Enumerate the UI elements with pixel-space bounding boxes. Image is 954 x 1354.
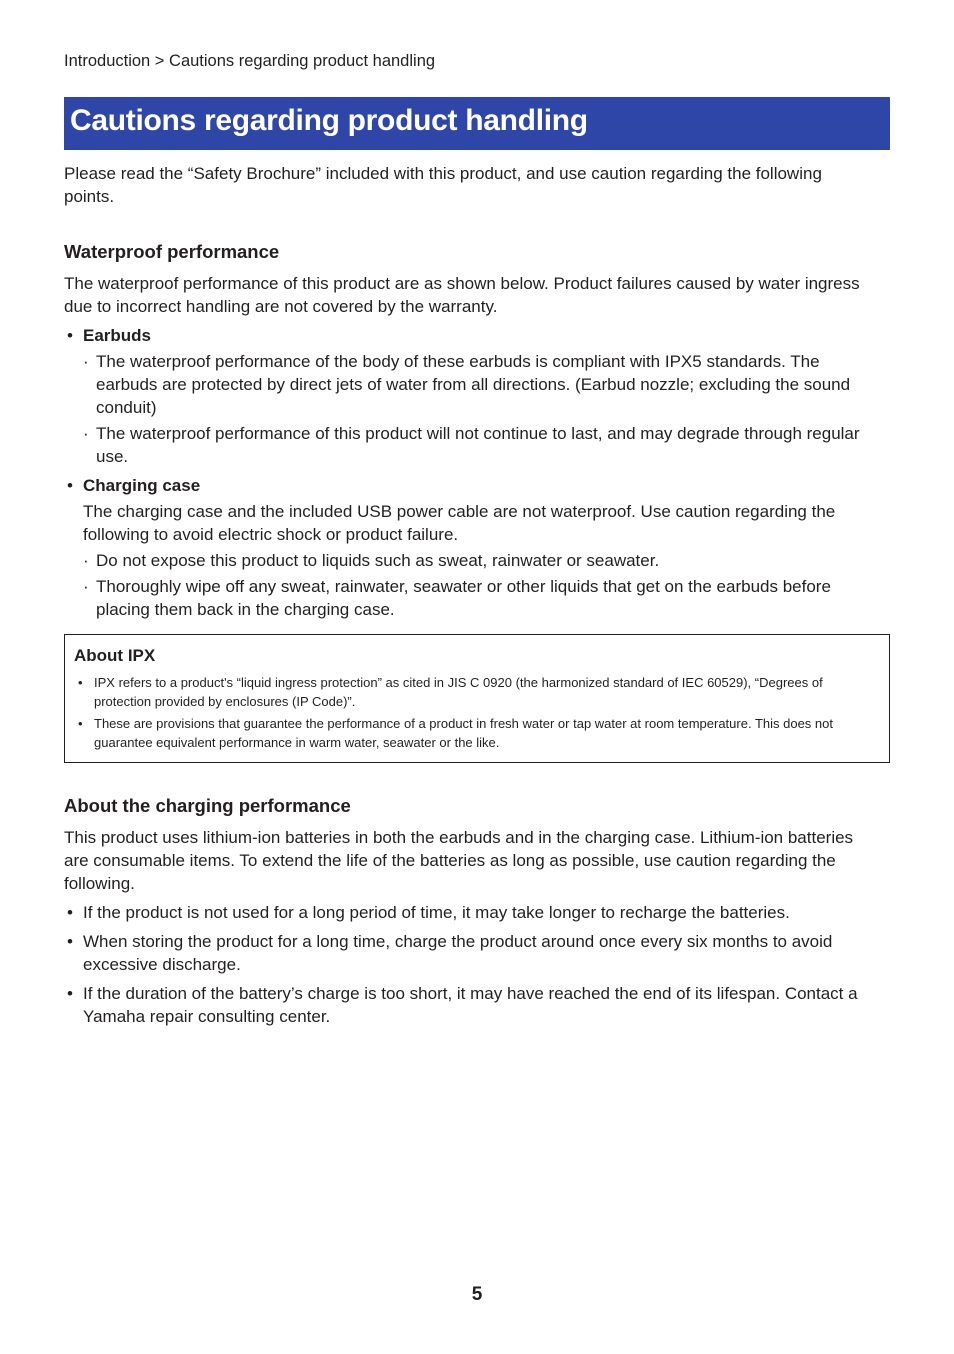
ipx-heading: About IPX	[74, 646, 156, 665]
charging-case-label: Charging case	[83, 476, 201, 495]
earbuds-sub-item	[83, 422, 883, 468]
charging-case-sub-item	[83, 549, 873, 572]
charging-case-sub-item	[83, 575, 863, 621]
breadcrumb[interactable]: Introduction > Cautions regarding product handling	[64, 52, 436, 70]
bullet: •	[67, 903, 73, 922]
ipx-list-item	[78, 674, 878, 711]
ipx-item-text: These are provisions that guarantee the performance of a product in fresh water or tap water at room temperature. This does not guarantee equivalent performance in warm water, seawater or the like.	[94, 716, 833, 750]
charging-heading: About the charging performance	[64, 795, 351, 816]
page-number: 5	[471, 1284, 483, 1305]
charging-paragraph: This product uses lithium-ion batteries in both the earbuds and in the charging case. Lithium-ion batteries are consumable items. To extend the life of the batteries as long as possible, use caution regarding the following.	[64, 828, 854, 893]
charging-case-sub-text: Do not expose this product to liquids such as sweat, rainwater or seawater.	[96, 551, 660, 570]
ipx-list-item	[78, 715, 878, 752]
earbuds-sub-item	[83, 350, 873, 419]
bullet: ·	[83, 551, 89, 570]
title-bar	[64, 97, 890, 150]
charging-list-item	[64, 982, 879, 1028]
earbuds-list-item	[64, 324, 890, 347]
earbuds-label: Earbuds	[83, 326, 152, 345]
charging-case-sub-text: Thoroughly wipe off any sweat, rainwater, seawater or other liquids that get on the earbuds before placing them back in the charging case.	[96, 577, 831, 619]
charging-list-item	[64, 930, 854, 976]
charging-list-item	[64, 901, 890, 924]
bullet: ·	[83, 352, 89, 371]
bullet: •	[67, 932, 73, 951]
charging-case-paragraph: The charging case and the included USB power cable are not waterproof. Use caution regarding the following to avoid electric shock or product failure.	[83, 502, 836, 544]
waterproof-paragraph: The waterproof performance of this product are as shown below. Product failures caused by water ingress due to incorrect handling are not covered by the warranty.	[64, 274, 860, 316]
bullet: •	[67, 476, 73, 495]
bullet: •	[78, 716, 83, 731]
charging-item-text: If the duration of the battery’s charge is too short, it may have reached the end of its lifespan. Contact a Yamaha repair consulting center.	[83, 984, 858, 1026]
bullet: ·	[83, 424, 89, 443]
earbuds-sub-text: The waterproof performance of the body of these earbuds is compliant with IPX5 standards. The earbuds are protected by direct jets of water from all directions. (Earbud nozzle; excluding the sound conduit)	[96, 352, 851, 417]
bullet: •	[78, 675, 83, 690]
intro-paragraph: Please read the “Safety Brochure” included with this product, and use caution regarding the following points.	[64, 164, 822, 206]
charging-item-text: When storing the product for a long time, charge the product around once every six months to avoid excessive discharge.	[83, 932, 833, 974]
bullet: ·	[83, 577, 89, 596]
charging-item-text: If the product is not used for a long period of time, it may take longer to recharge the batteries.	[83, 903, 790, 922]
charging-case-list-item	[64, 474, 890, 497]
page-title: Cautions regarding product handling	[70, 104, 588, 137]
ipx-note-box	[64, 634, 890, 763]
bullet: •	[67, 326, 73, 345]
waterproof-heading: Waterproof performance	[64, 241, 280, 262]
bullet: •	[67, 984, 73, 1003]
earbuds-sub-text: The waterproof performance of this product will not continue to last, and may degrade through regular use.	[96, 424, 860, 466]
ipx-item-text: IPX refers to a product's “liquid ingress protection” as cited in JIS C 0920 (the harmonized standard of IEC 60529), “Degrees of protection provided by enclosures (IP Code)”.	[94, 675, 823, 709]
